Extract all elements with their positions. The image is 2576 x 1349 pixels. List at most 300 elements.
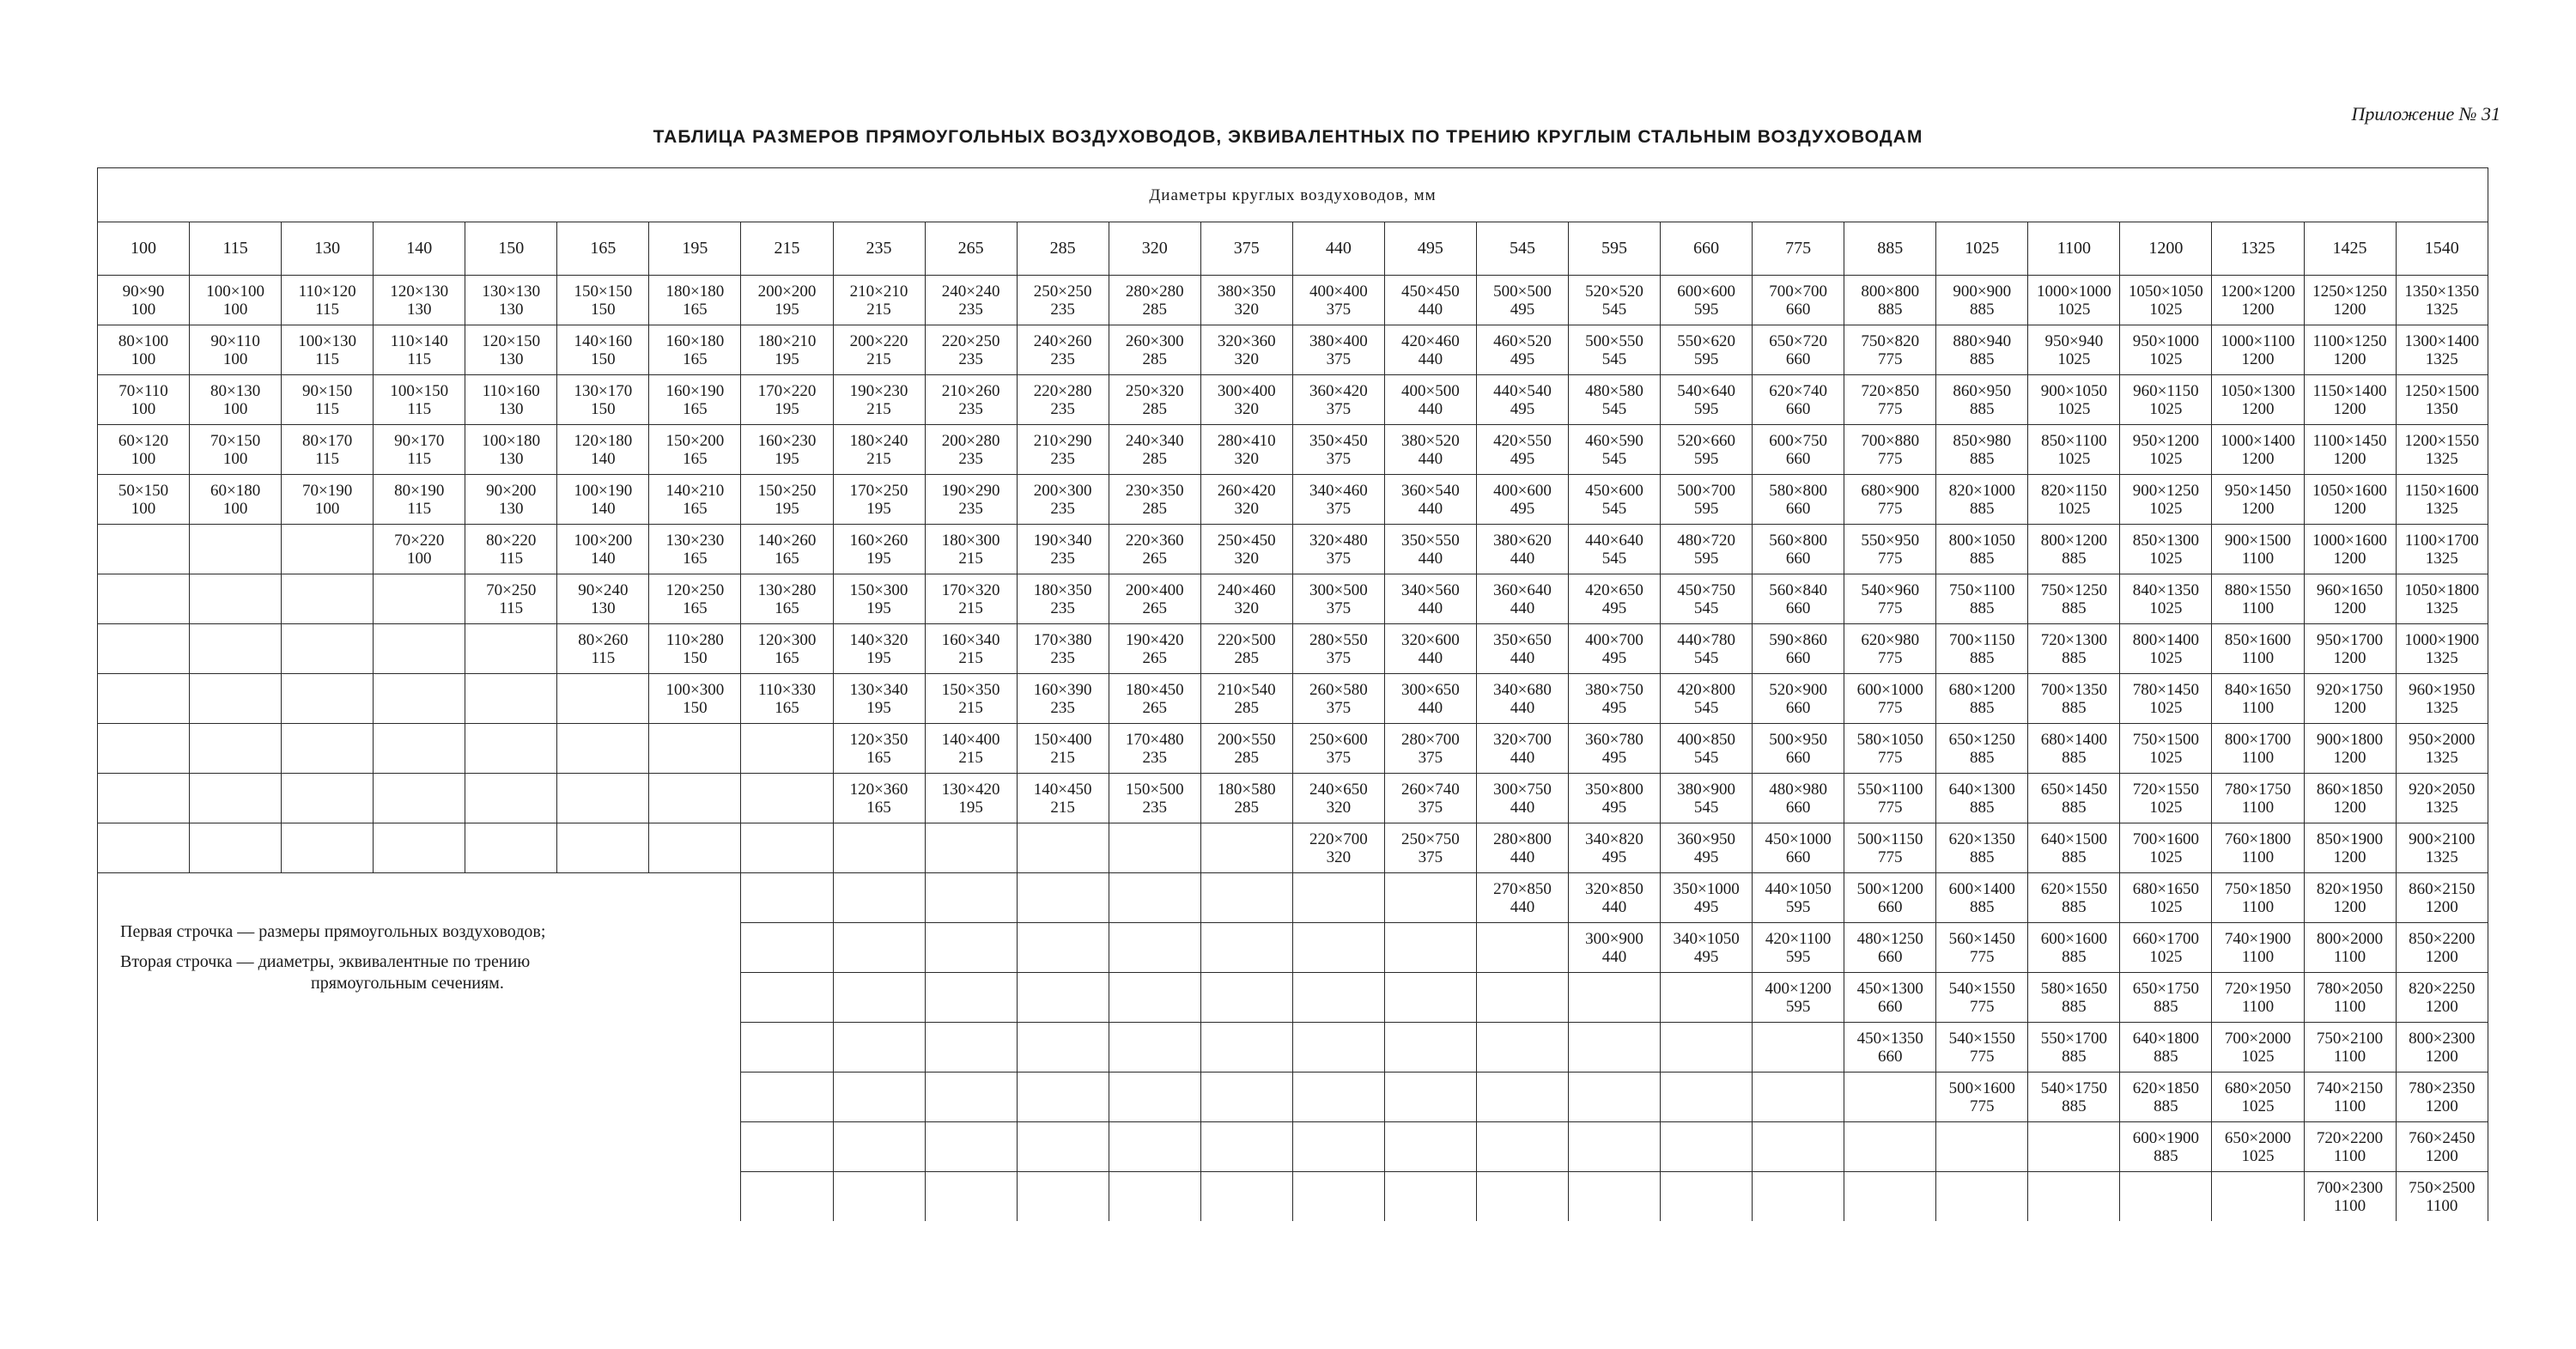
rect-size: 450×600 xyxy=(1585,481,1643,500)
table-cell xyxy=(374,525,465,574)
rect-size: 320×700 xyxy=(1493,730,1552,749)
table-cell xyxy=(2212,674,2304,724)
equiv-diameter: 1200 xyxy=(2333,549,2366,568)
rect-size: 90×150 xyxy=(302,381,353,400)
table-cell xyxy=(374,375,465,425)
rect-size: 120×250 xyxy=(665,580,725,599)
table-cell xyxy=(1753,823,1844,873)
table-cell xyxy=(1017,276,1109,325)
table-cell xyxy=(1292,1073,1384,1122)
diameter-header-cell: 285 xyxy=(1017,222,1109,276)
equiv-diameter: 1200 xyxy=(2333,499,2366,518)
table-cell xyxy=(557,823,649,873)
table-cell xyxy=(2212,873,2304,923)
table-cell xyxy=(1292,276,1384,325)
table-cell xyxy=(1753,325,1844,375)
equiv-diameter: 235 xyxy=(1050,399,1075,418)
table-cell xyxy=(190,375,282,425)
table-cell xyxy=(1200,823,1292,873)
rect-size: 80×260 xyxy=(578,630,629,649)
equiv-diameter: 775 xyxy=(1877,748,1903,767)
equiv-diameter: 320 xyxy=(1326,848,1352,866)
equiv-diameter: 215 xyxy=(866,399,891,418)
equiv-diameter: 100 xyxy=(222,300,248,319)
rect-size: 500×950 xyxy=(1769,730,1828,749)
rect-size: 350×1000 xyxy=(1673,879,1740,898)
rect-size: 440×780 xyxy=(1677,630,1735,649)
equiv-diameter: 885 xyxy=(2062,997,2087,1016)
table-cell xyxy=(2028,624,2120,674)
table-cell xyxy=(2212,823,2304,873)
table-cell xyxy=(649,674,741,724)
table-cell xyxy=(557,276,649,325)
table-cell xyxy=(1476,475,1568,525)
table-cell xyxy=(925,276,1017,325)
equiv-diameter: 775 xyxy=(1877,848,1903,866)
rect-size: 180×350 xyxy=(1033,580,1092,599)
table-cell xyxy=(2120,624,2212,674)
table-cell xyxy=(1109,574,1200,624)
rect-size: 1000×1900 xyxy=(2404,630,2480,649)
table-cell xyxy=(1476,873,1568,923)
rect-size: 220×700 xyxy=(1309,829,1368,848)
rect-size: 160×180 xyxy=(665,331,725,350)
equiv-diameter: 660 xyxy=(1785,549,1811,568)
rect-size: 270×850 xyxy=(1493,879,1552,898)
table-cell xyxy=(1476,624,1568,674)
equiv-diameter: 320 xyxy=(1234,399,1260,418)
appendix-label: Приложение № 31 xyxy=(2351,103,2500,125)
rect-size: 720×1300 xyxy=(2040,630,2107,649)
table-cell xyxy=(1844,823,1936,873)
rect-size: 360×950 xyxy=(1677,829,1735,848)
rect-size: 170×220 xyxy=(757,381,817,400)
table-cell xyxy=(1844,873,1936,923)
equiv-diameter: 885 xyxy=(1970,499,1995,518)
table-cell xyxy=(282,325,374,375)
table-cell xyxy=(1661,1172,1753,1222)
table-cell xyxy=(1661,425,1753,475)
equiv-diameter: 1350 xyxy=(2425,399,2458,418)
table-cell xyxy=(2304,624,2396,674)
table-cell xyxy=(465,774,557,823)
table-row xyxy=(98,624,2488,674)
equiv-diameter: 775 xyxy=(1970,947,1995,966)
rect-size: 620×1350 xyxy=(1948,829,2015,848)
diameter-header-cell: 775 xyxy=(1753,222,1844,276)
table-cell xyxy=(2304,574,2396,624)
table-cell xyxy=(2396,923,2488,973)
table-cell xyxy=(1569,724,1661,774)
equiv-diameter: 1025 xyxy=(2149,499,2183,518)
equiv-diameter: 885 xyxy=(2154,1097,2178,1115)
table-cell xyxy=(1017,475,1109,525)
rect-size: 140×210 xyxy=(665,481,725,500)
table-cell xyxy=(1661,525,1753,574)
equiv-diameter: 545 xyxy=(1601,349,1627,368)
equiv-diameter: 100 xyxy=(131,349,156,368)
rect-size: 160×340 xyxy=(941,630,1000,649)
rect-size: 90×170 xyxy=(394,431,445,450)
rect-size: 1150×1400 xyxy=(2312,381,2387,400)
table-cell xyxy=(1661,1073,1753,1122)
rect-size: 460×520 xyxy=(1493,331,1552,350)
rect-size: 700×1600 xyxy=(2132,829,2200,848)
equiv-diameter: 1025 xyxy=(2149,897,2183,916)
table-row xyxy=(98,873,2488,923)
table-cell xyxy=(925,674,1017,724)
table-cell xyxy=(2396,973,2488,1023)
rect-size: 680×2050 xyxy=(2224,1079,2292,1097)
legend xyxy=(98,873,741,1222)
rect-size: 1100×1700 xyxy=(2404,531,2479,550)
equiv-diameter: 1200 xyxy=(2333,449,2366,468)
rect-size: 300×900 xyxy=(1585,929,1643,948)
rect-size: 400×400 xyxy=(1309,282,1368,301)
rect-size: 110×140 xyxy=(390,331,448,350)
equiv-diameter: 495 xyxy=(1601,848,1627,866)
rect-size: 1000×1000 xyxy=(2036,282,2111,301)
table-cell xyxy=(1569,1023,1661,1073)
table-cell xyxy=(1292,624,1384,674)
rect-size: 800×1050 xyxy=(1948,531,2015,550)
rect-size: 380×350 xyxy=(1217,282,1276,301)
table-cell xyxy=(282,574,374,624)
equiv-diameter: 375 xyxy=(1326,399,1352,418)
table-cell xyxy=(1936,1122,2028,1172)
diameter-header-cell: 100 xyxy=(98,222,190,276)
rect-size: 640×1300 xyxy=(1948,780,2015,799)
equiv-diameter: 660 xyxy=(1785,698,1811,717)
table-cell xyxy=(2120,923,2212,973)
table-cell xyxy=(1844,475,1936,525)
table-cell xyxy=(1753,425,1844,475)
rect-size: 960×1650 xyxy=(2316,580,2384,599)
equiv-diameter: 195 xyxy=(775,300,799,319)
table-cell xyxy=(1569,276,1661,325)
table-cell xyxy=(1936,574,2028,624)
rect-size: 500×500 xyxy=(1493,282,1552,301)
rect-size: 600×1400 xyxy=(1948,879,2015,898)
table-cell xyxy=(1292,1023,1384,1073)
diameter-header-cell: 440 xyxy=(1292,222,1384,276)
table-cell xyxy=(1384,724,1476,774)
table-cell xyxy=(2396,674,2488,724)
rect-size: 420×800 xyxy=(1677,680,1735,699)
rect-size: 860×2150 xyxy=(2409,879,2476,898)
table-cell xyxy=(1661,1122,1753,1172)
rect-size: 580×800 xyxy=(1769,481,1828,500)
table-cell xyxy=(282,475,374,525)
table-cell xyxy=(557,325,649,375)
table-cell xyxy=(190,724,282,774)
table-cell xyxy=(1109,973,1200,1023)
table-row xyxy=(98,724,2488,774)
table-cell xyxy=(1109,525,1200,574)
table-cell xyxy=(833,624,925,674)
table-cell xyxy=(282,525,374,574)
rect-size: 240×260 xyxy=(1033,331,1092,350)
equiv-diameter: 285 xyxy=(1142,499,1167,518)
rect-size: 850×1900 xyxy=(2316,829,2384,848)
table-cell xyxy=(1200,574,1292,624)
table-cell xyxy=(2396,1172,2488,1222)
rect-size: 850×1100 xyxy=(2041,431,2107,450)
rect-size: 450×450 xyxy=(1401,282,1460,301)
rect-size: 750×820 xyxy=(1861,331,1920,350)
rect-size: 700×700 xyxy=(1769,282,1828,301)
rect-size: 70×110 xyxy=(118,381,168,400)
table-cell xyxy=(1753,674,1844,724)
table-cell xyxy=(2120,325,2212,375)
diameter-header-cell: 215 xyxy=(741,222,833,276)
equiv-diameter: 495 xyxy=(1601,748,1627,767)
table-cell xyxy=(2212,1172,2304,1222)
table-cell xyxy=(1017,425,1109,475)
equiv-diameter: 495 xyxy=(1693,897,1719,916)
rect-size: 120×360 xyxy=(849,780,908,799)
rect-size: 360×540 xyxy=(1401,481,1460,500)
rect-size: 750×2100 xyxy=(2316,1029,2384,1048)
equiv-diameter: 545 xyxy=(1601,549,1627,568)
table-cell xyxy=(2304,823,2396,873)
rect-size: 440×640 xyxy=(1585,531,1643,550)
equiv-diameter: 885 xyxy=(1970,599,1995,617)
table-cell xyxy=(2396,1073,2488,1122)
rect-size: 240×240 xyxy=(941,282,1000,301)
rect-size: 850×2200 xyxy=(2409,929,2476,948)
equiv-diameter: 885 xyxy=(1970,449,1995,468)
table-cell xyxy=(1200,425,1292,475)
rect-size: 1050×1050 xyxy=(2129,282,2203,301)
table-cell xyxy=(2396,475,2488,525)
equiv-diameter: 440 xyxy=(1418,549,1443,568)
rect-size: 550×1700 xyxy=(2040,1029,2107,1048)
table-cell xyxy=(833,574,925,624)
equiv-diameter: 215 xyxy=(958,748,983,767)
equiv-diameter: 320 xyxy=(1234,300,1260,319)
equiv-diameter: 195 xyxy=(775,349,799,368)
equiv-diameter: 375 xyxy=(1326,698,1352,717)
table-cell xyxy=(649,774,741,823)
rect-size: 70×250 xyxy=(486,580,537,599)
table-cell xyxy=(833,276,925,325)
equiv-diameter: 1025 xyxy=(2149,599,2183,617)
equiv-diameter: 130 xyxy=(591,599,616,617)
rect-size: 440×1050 xyxy=(1765,879,1832,898)
table-cell xyxy=(1753,624,1844,674)
equiv-diameter: 1025 xyxy=(2057,449,2091,468)
rect-size: 100×300 xyxy=(665,680,725,699)
equiv-diameter: 545 xyxy=(1601,300,1627,319)
table-cell xyxy=(2120,1172,2212,1222)
table-cell xyxy=(1753,475,1844,525)
table-cell xyxy=(98,624,190,674)
rect-size: 450×750 xyxy=(1677,580,1735,599)
rect-size: 480×980 xyxy=(1769,780,1828,799)
equiv-diameter: 440 xyxy=(1510,798,1535,817)
rect-size: 750×1100 xyxy=(1949,580,2015,599)
equiv-diameter: 1325 xyxy=(2425,499,2458,518)
rect-size: 350×450 xyxy=(1309,431,1368,450)
table-cell xyxy=(741,624,833,674)
rect-size: 350×800 xyxy=(1585,780,1643,799)
equiv-diameter: 1200 xyxy=(2425,1047,2458,1066)
equiv-diameter: 215 xyxy=(1050,798,1075,817)
equiv-diameter: 1025 xyxy=(2149,848,2183,866)
table-cell xyxy=(833,923,925,973)
table-cell xyxy=(2028,1073,2120,1122)
table-cell xyxy=(374,574,465,624)
table-cell xyxy=(1200,1073,1292,1122)
rect-size: 600×750 xyxy=(1769,431,1828,450)
rect-size: 100×150 xyxy=(390,381,449,400)
table-cell xyxy=(741,276,833,325)
equiv-diameter: 885 xyxy=(2154,997,2178,1016)
equiv-diameter: 440 xyxy=(1510,698,1535,717)
rect-size: 280×280 xyxy=(1125,282,1184,301)
table-cell xyxy=(1292,1172,1384,1222)
table-cell xyxy=(2396,525,2488,574)
rect-size: 1300×1400 xyxy=(2404,331,2480,350)
table-cell xyxy=(557,774,649,823)
table-cell xyxy=(465,724,557,774)
equiv-diameter: 1025 xyxy=(2149,349,2183,368)
rect-size: 70×150 xyxy=(210,431,261,450)
rect-size: 480×720 xyxy=(1677,531,1735,550)
table-cell xyxy=(1476,425,1568,475)
equiv-diameter: 100 xyxy=(131,449,156,468)
rect-size: 1350×1350 xyxy=(2404,282,2480,301)
table-cell xyxy=(1661,823,1753,873)
table-cell xyxy=(1292,425,1384,475)
table-cell xyxy=(557,375,649,425)
equiv-diameter: 495 xyxy=(1601,798,1627,817)
equiv-diameter: 1100 xyxy=(2241,748,2275,767)
table-cell xyxy=(1109,276,1200,325)
rect-size: 920×1750 xyxy=(2316,680,2384,699)
table-cell xyxy=(190,425,282,475)
table-cell xyxy=(1109,624,1200,674)
rect-size: 1050×1600 xyxy=(2312,481,2387,500)
table-cell xyxy=(282,624,374,674)
rect-size: 950×1200 xyxy=(2132,431,2200,450)
table-cell xyxy=(190,774,282,823)
table-cell xyxy=(925,1023,1017,1073)
equiv-diameter: 195 xyxy=(775,499,799,518)
table-cell xyxy=(2028,325,2120,375)
equiv-diameter: 660 xyxy=(1785,300,1811,319)
table-cell xyxy=(2028,674,2120,724)
rect-size: 150×300 xyxy=(849,580,908,599)
table-cell xyxy=(2120,276,2212,325)
equiv-diameter: 375 xyxy=(1326,499,1352,518)
rect-size: 700×2300 xyxy=(2316,1178,2384,1197)
rect-size: 860×1850 xyxy=(2316,780,2384,799)
equiv-diameter: 100 xyxy=(131,300,156,319)
table-cell xyxy=(1200,724,1292,774)
table-cell xyxy=(2304,1023,2396,1073)
equiv-diameter: 885 xyxy=(1970,848,1995,866)
rect-size: 560×800 xyxy=(1769,531,1828,550)
rect-size: 500×1200 xyxy=(1856,879,1923,898)
equiv-diameter: 775 xyxy=(1970,997,1995,1016)
equiv-diameter: 440 xyxy=(1510,549,1535,568)
equiv-diameter: 1100 xyxy=(2241,897,2275,916)
equiv-diameter: 215 xyxy=(958,599,983,617)
table-cell xyxy=(1292,525,1384,574)
table-cell xyxy=(1753,574,1844,624)
rect-size: 180×210 xyxy=(757,331,817,350)
rect-size: 550×620 xyxy=(1677,331,1735,350)
rect-size: 160×190 xyxy=(665,381,725,400)
rect-size: 250×750 xyxy=(1401,829,1460,848)
equiv-diameter: 440 xyxy=(1418,300,1443,319)
table-cell xyxy=(2120,475,2212,525)
table-cell xyxy=(1844,325,1936,375)
equiv-diameter: 235 xyxy=(1050,300,1075,319)
equiv-diameter: 885 xyxy=(2062,897,2087,916)
rect-size: 650×1250 xyxy=(1948,730,2015,749)
table-cell xyxy=(2028,823,2120,873)
equiv-diameter: 660 xyxy=(1785,499,1811,518)
equiv-diameter: 375 xyxy=(1418,848,1443,866)
table-cell xyxy=(1936,475,2028,525)
table-cell xyxy=(1384,1073,1476,1122)
equiv-diameter: 235 xyxy=(958,499,983,518)
table-cell xyxy=(2120,823,2212,873)
table-cell xyxy=(1844,1122,1936,1172)
table-cell xyxy=(1109,873,1200,923)
equiv-diameter: 1200 xyxy=(2333,599,2366,617)
equiv-diameter: 375 xyxy=(1418,798,1443,817)
table-cell xyxy=(2212,525,2304,574)
equiv-diameter: 375 xyxy=(1326,349,1352,368)
diameter-header-cell: 165 xyxy=(557,222,649,276)
rect-size: 480×580 xyxy=(1585,381,1643,400)
equiv-diameter: 235 xyxy=(1050,449,1075,468)
rect-size: 110×330 xyxy=(757,680,816,699)
table-cell xyxy=(741,873,833,923)
rect-size: 820×1950 xyxy=(2316,879,2384,898)
table-cell xyxy=(1200,674,1292,724)
table-cell xyxy=(1476,375,1568,425)
table-cell xyxy=(1476,1073,1568,1122)
rect-size: 100×200 xyxy=(574,531,633,550)
table-cell xyxy=(2304,973,2396,1023)
rect-size: 780×1750 xyxy=(2224,780,2292,799)
table-cell xyxy=(1109,774,1200,823)
equiv-diameter: 885 xyxy=(1970,798,1995,817)
equiv-diameter: 1100 xyxy=(2241,599,2275,617)
rect-size: 340×820 xyxy=(1585,829,1643,848)
table-cell xyxy=(1569,873,1661,923)
table-cell xyxy=(282,276,374,325)
rect-size: 420×550 xyxy=(1493,431,1552,450)
table-cell xyxy=(833,325,925,375)
equiv-diameter: 115 xyxy=(499,599,524,617)
equiv-diameter: 1200 xyxy=(2333,897,2366,916)
rect-size: 80×220 xyxy=(486,531,537,550)
rect-size: 1100×1450 xyxy=(2312,431,2387,450)
table-cell xyxy=(1200,375,1292,425)
legend-first-line: Первая строчка — размеры прямоугольных воздуховодов; xyxy=(120,922,546,941)
equiv-diameter: 285 xyxy=(1234,798,1260,817)
rect-size: 720×850 xyxy=(1861,381,1920,400)
equiv-diameter: 1100 xyxy=(2333,947,2366,966)
table-cell xyxy=(1476,674,1568,724)
rect-size: 800×2000 xyxy=(2316,929,2384,948)
